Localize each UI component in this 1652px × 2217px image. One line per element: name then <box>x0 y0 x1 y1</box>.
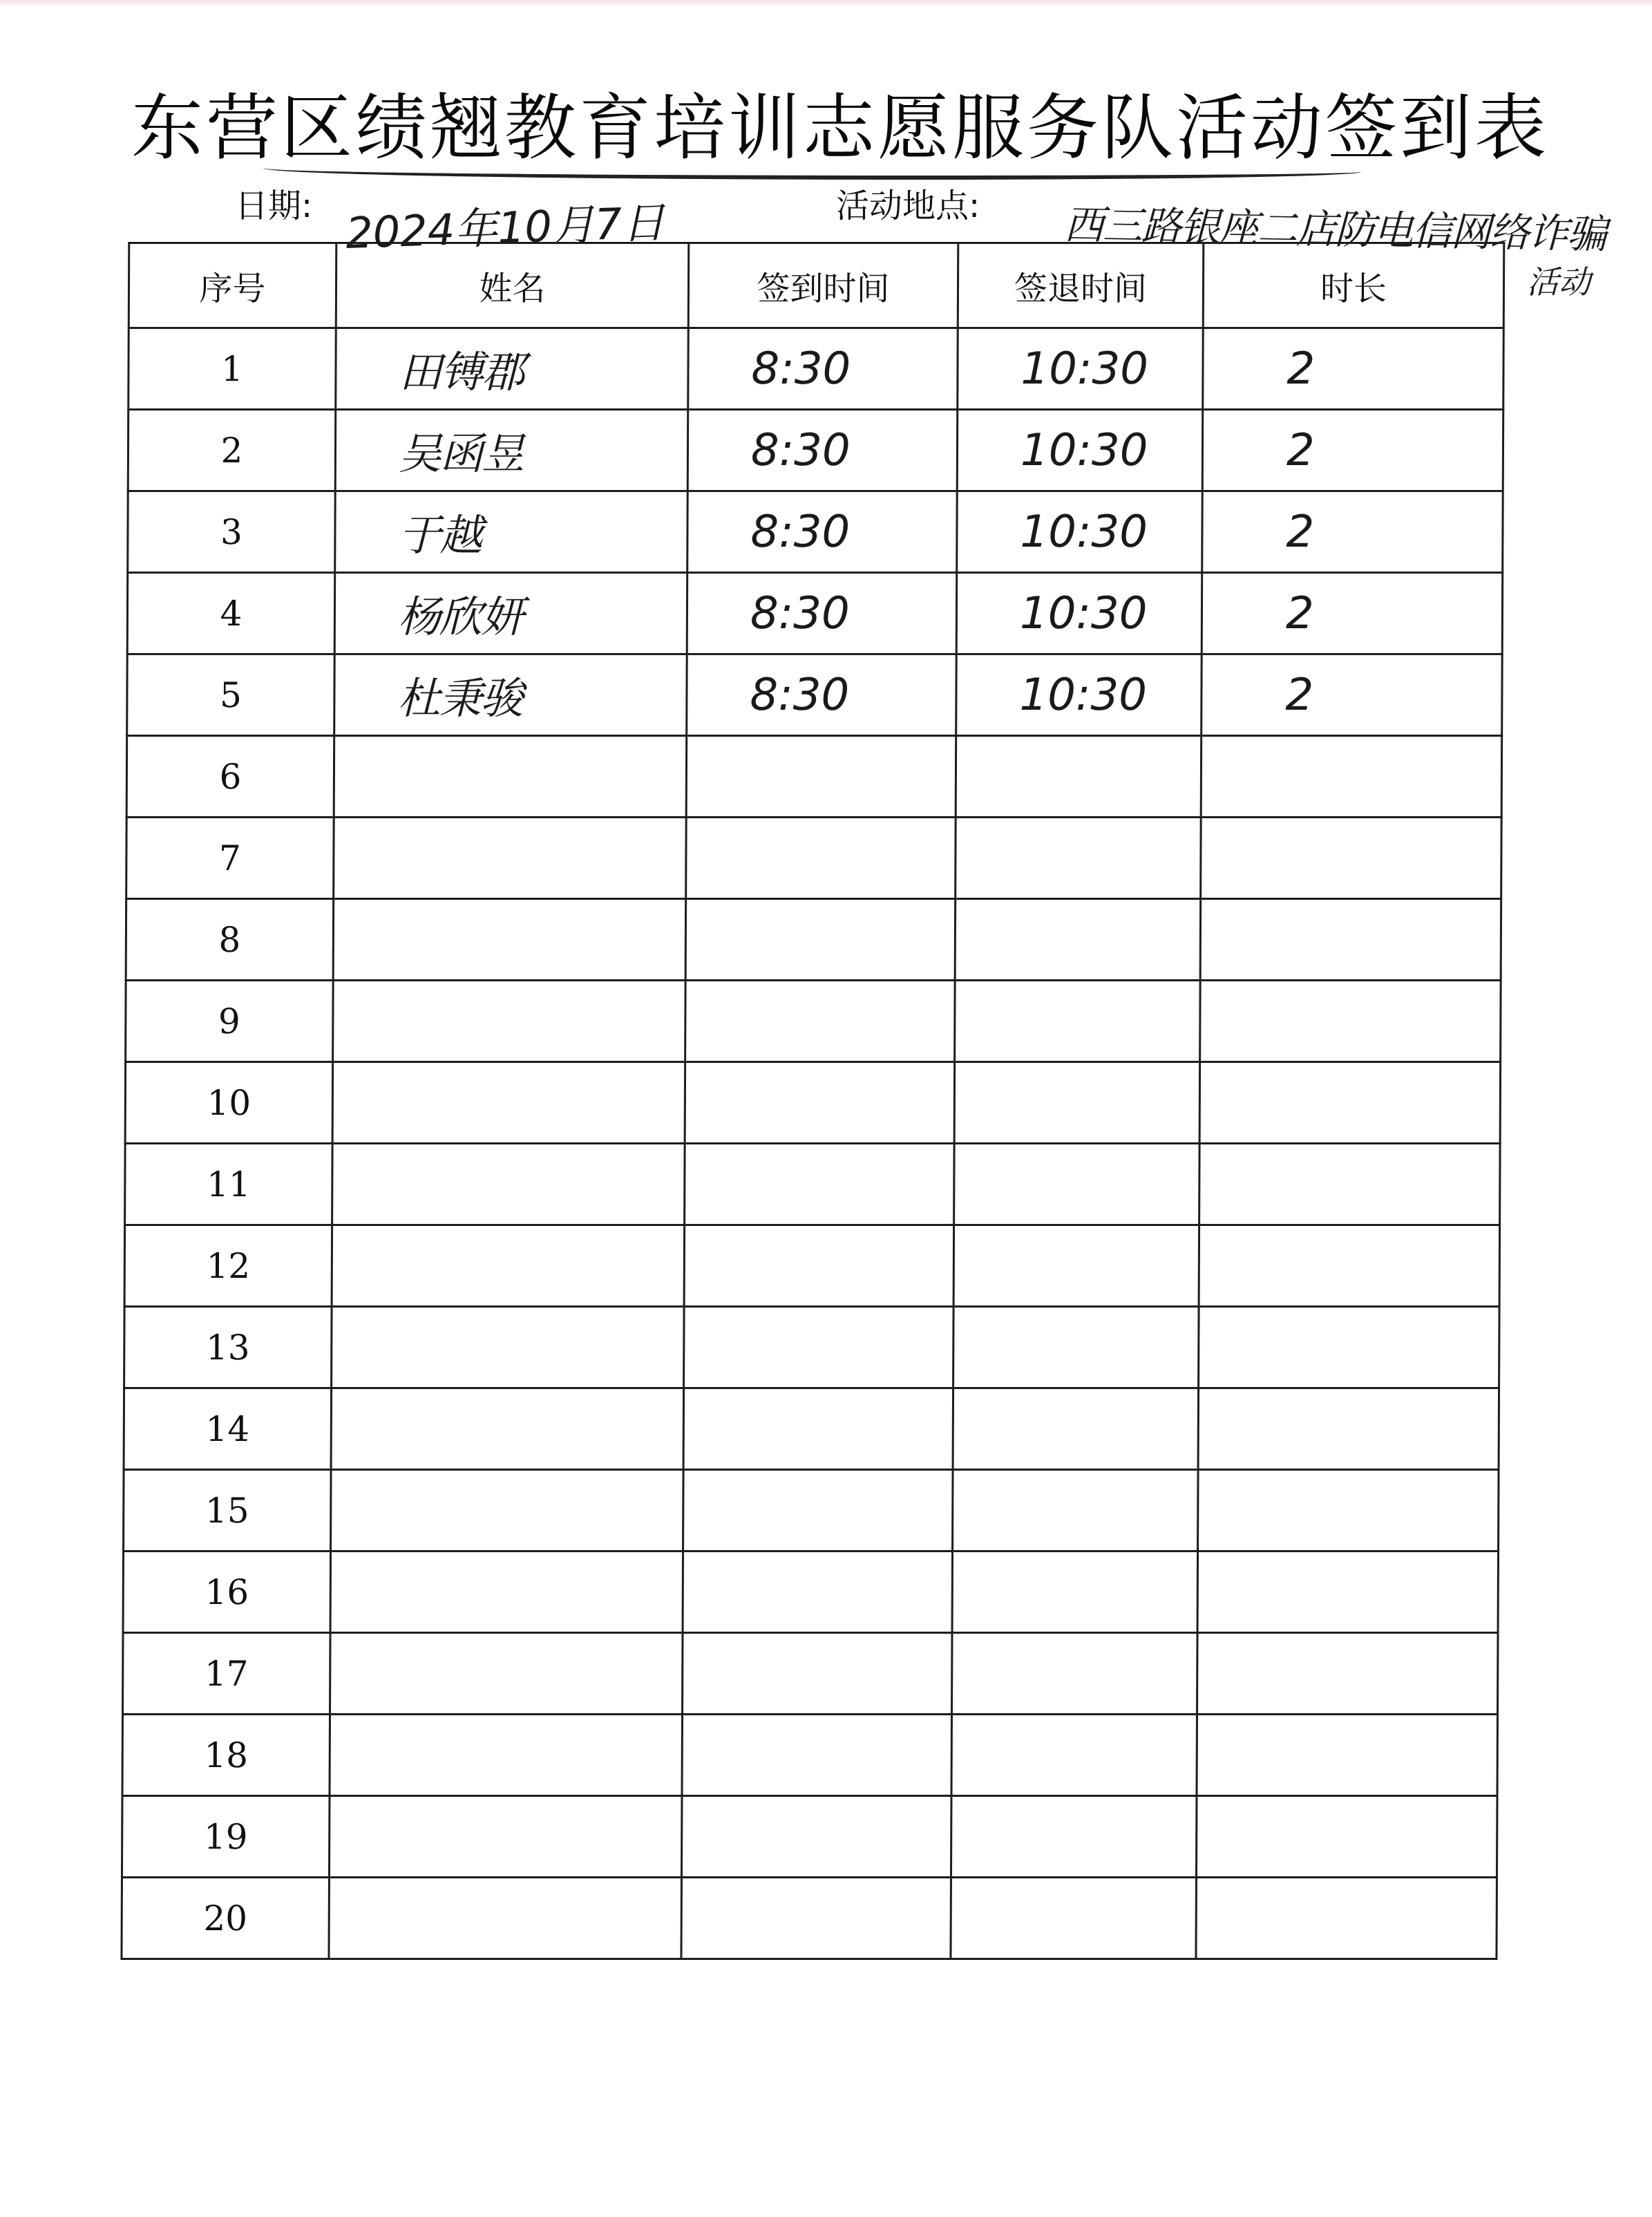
duration-cell <box>1199 1062 1501 1144</box>
row-number: 19 <box>122 1796 330 1878</box>
row-number: 16 <box>123 1551 331 1633</box>
signin-time-cell <box>685 1062 955 1144</box>
document-title: 东营区绩翘教育培训志愿服务队活动签到表 <box>131 86 1550 170</box>
signin-time-cell <box>681 1796 951 1878</box>
signin-table <box>120 242 1505 1960</box>
row-number: 8 <box>126 899 334 981</box>
table-row <box>126 736 1502 818</box>
table-row <box>122 1715 1498 1796</box>
signout-time-cell: 10:30 <box>958 328 1204 410</box>
table-row <box>124 1225 1500 1307</box>
signout-time-cell: 10:30 <box>957 410 1203 491</box>
signin-time-cell: 8:30 <box>687 654 957 736</box>
table-row <box>129 328 1504 410</box>
row-number: 7 <box>126 818 334 899</box>
duration-cell <box>1197 1633 1499 1715</box>
duration-cell <box>1197 1551 1499 1633</box>
signin-time-cell <box>686 736 956 818</box>
signout-time-cell: 10:30 <box>957 491 1203 573</box>
table-row <box>126 981 1501 1062</box>
row-number: 9 <box>126 981 334 1062</box>
signin-time-cell <box>683 1633 953 1715</box>
signout-time-cell <box>953 1388 1199 1470</box>
signout-time-cell <box>955 981 1201 1062</box>
duration-cell <box>1197 1715 1498 1796</box>
row-number: 6 <box>126 736 334 818</box>
signin-table-container <box>121 242 1503 1938</box>
name-cell <box>330 1551 683 1633</box>
row-number: 13 <box>124 1307 332 1388</box>
signout-time-cell <box>952 1633 1198 1715</box>
signin-time-cell <box>681 1878 951 1959</box>
signin-time-cell <box>683 1470 953 1551</box>
name-cell <box>332 1225 685 1307</box>
name-cell <box>330 1633 683 1715</box>
duration-cell <box>1199 1144 1501 1225</box>
duration-cell: 2 <box>1202 654 1503 736</box>
name-cell <box>334 818 687 899</box>
signout-time-cell: 10:30 <box>956 573 1202 654</box>
row-number: 5 <box>127 654 335 736</box>
signout-time-cell <box>953 1307 1199 1388</box>
signin-time-cell <box>683 1388 953 1470</box>
row-number: 4 <box>127 573 335 654</box>
row-number: 15 <box>124 1470 332 1551</box>
location-value: 西三路银座二店防电信网络诈骗 <box>1063 201 1606 258</box>
table-row <box>124 1470 1499 1551</box>
table-row <box>124 1307 1500 1388</box>
duration-cell: 2 <box>1202 573 1503 654</box>
table-row <box>127 654 1503 736</box>
duration-cell <box>1201 818 1502 899</box>
signin-time-cell <box>686 818 956 899</box>
row-number: 2 <box>128 410 336 491</box>
name-cell <box>334 736 687 818</box>
row-number: 20 <box>122 1878 330 1959</box>
duration-cell <box>1198 1388 1499 1470</box>
signin-time-cell <box>683 1551 953 1633</box>
row-number: 3 <box>128 491 336 573</box>
signout-time-cell <box>951 1878 1197 1959</box>
name-cell <box>330 1715 683 1796</box>
scan-edge <box>0 0 1652 7</box>
date-value: 2024年10月7日 <box>345 196 666 259</box>
date-label: 日期: <box>235 187 313 225</box>
duration-cell <box>1196 1796 1497 1878</box>
signout-time-cell <box>954 1062 1200 1144</box>
signin-time-cell: 8:30 <box>688 328 958 410</box>
name-cell: 杜秉骏 <box>334 654 687 736</box>
signin-time-cell <box>682 1715 952 1796</box>
signout-time-cell <box>956 736 1202 818</box>
name-cell <box>329 1796 682 1878</box>
row-number: 14 <box>124 1388 332 1470</box>
row-number: 12 <box>124 1225 332 1307</box>
name-cell <box>333 899 686 981</box>
name-cell <box>329 1878 682 1959</box>
table-row <box>128 491 1503 573</box>
signout-time-cell <box>953 1225 1199 1307</box>
location-label: 活动地点: <box>836 187 980 225</box>
signout-time-cell: 10:30 <box>956 654 1202 736</box>
name-cell <box>331 1388 684 1470</box>
signin-time-cell: 8:30 <box>687 491 958 573</box>
title-underline-scribble <box>263 160 1361 180</box>
duration-cell: 2 <box>1202 410 1503 491</box>
name-cell: 田镈郡 <box>336 328 689 410</box>
duration-cell <box>1196 1878 1497 1959</box>
table-header-row <box>129 243 1504 328</box>
table-row <box>128 410 1503 491</box>
table-row <box>127 573 1503 654</box>
name-cell <box>331 1470 684 1551</box>
row-number: 11 <box>125 1144 333 1225</box>
name-cell <box>332 1062 685 1144</box>
signin-time-cell <box>685 1144 955 1225</box>
header-duration: 时长 <box>1203 243 1504 328</box>
signin-time-cell <box>684 1225 954 1307</box>
signout-time-cell <box>952 1551 1198 1633</box>
table-row <box>123 1633 1499 1715</box>
duration-cell <box>1200 899 1501 981</box>
table-row <box>126 818 1502 899</box>
header-signin-time: 签到时间 <box>688 243 958 328</box>
table-row <box>125 1062 1501 1144</box>
signout-time-cell <box>954 1144 1200 1225</box>
name-cell <box>332 1307 685 1388</box>
duration-cell <box>1199 1307 1500 1388</box>
duration-cell <box>1198 1470 1499 1551</box>
table-row <box>124 1388 1499 1470</box>
row-number: 10 <box>125 1062 333 1144</box>
table-row <box>123 1551 1499 1633</box>
signin-time-cell: 8:30 <box>687 573 957 654</box>
table-row <box>122 1878 1497 1959</box>
header-signout-time: 签退时间 <box>958 243 1204 328</box>
duration-cell <box>1200 981 1501 1062</box>
signin-time-cell <box>685 899 956 981</box>
name-cell: 于越 <box>335 491 688 573</box>
signout-time-cell <box>955 899 1201 981</box>
signout-time-cell <box>956 818 1202 899</box>
row-number: 1 <box>129 328 336 410</box>
duration-cell: 2 <box>1202 491 1503 573</box>
header-no: 序号 <box>129 243 336 328</box>
duration-cell <box>1201 736 1502 818</box>
duration-cell <box>1199 1225 1500 1307</box>
signin-time-cell <box>684 1307 954 1388</box>
signout-time-cell <box>951 1796 1197 1878</box>
table-row <box>125 1144 1501 1225</box>
name-cell: 吴函昱 <box>335 410 688 491</box>
duration-cell: 2 <box>1203 328 1504 410</box>
name-cell <box>332 1144 685 1225</box>
table-row <box>126 899 1501 981</box>
signin-time-cell <box>685 981 956 1062</box>
name-cell: 杨欣妍 <box>334 573 687 654</box>
row-number: 18 <box>122 1715 330 1796</box>
table-row <box>122 1796 1497 1878</box>
header-name: 姓名 <box>336 243 689 328</box>
location-value-continuation: 活动 <box>1527 263 1591 301</box>
signout-time-cell <box>953 1470 1199 1551</box>
row-number: 17 <box>123 1633 331 1715</box>
signout-time-cell <box>951 1715 1197 1796</box>
signin-time-cell: 8:30 <box>687 410 958 491</box>
name-cell <box>333 981 686 1062</box>
